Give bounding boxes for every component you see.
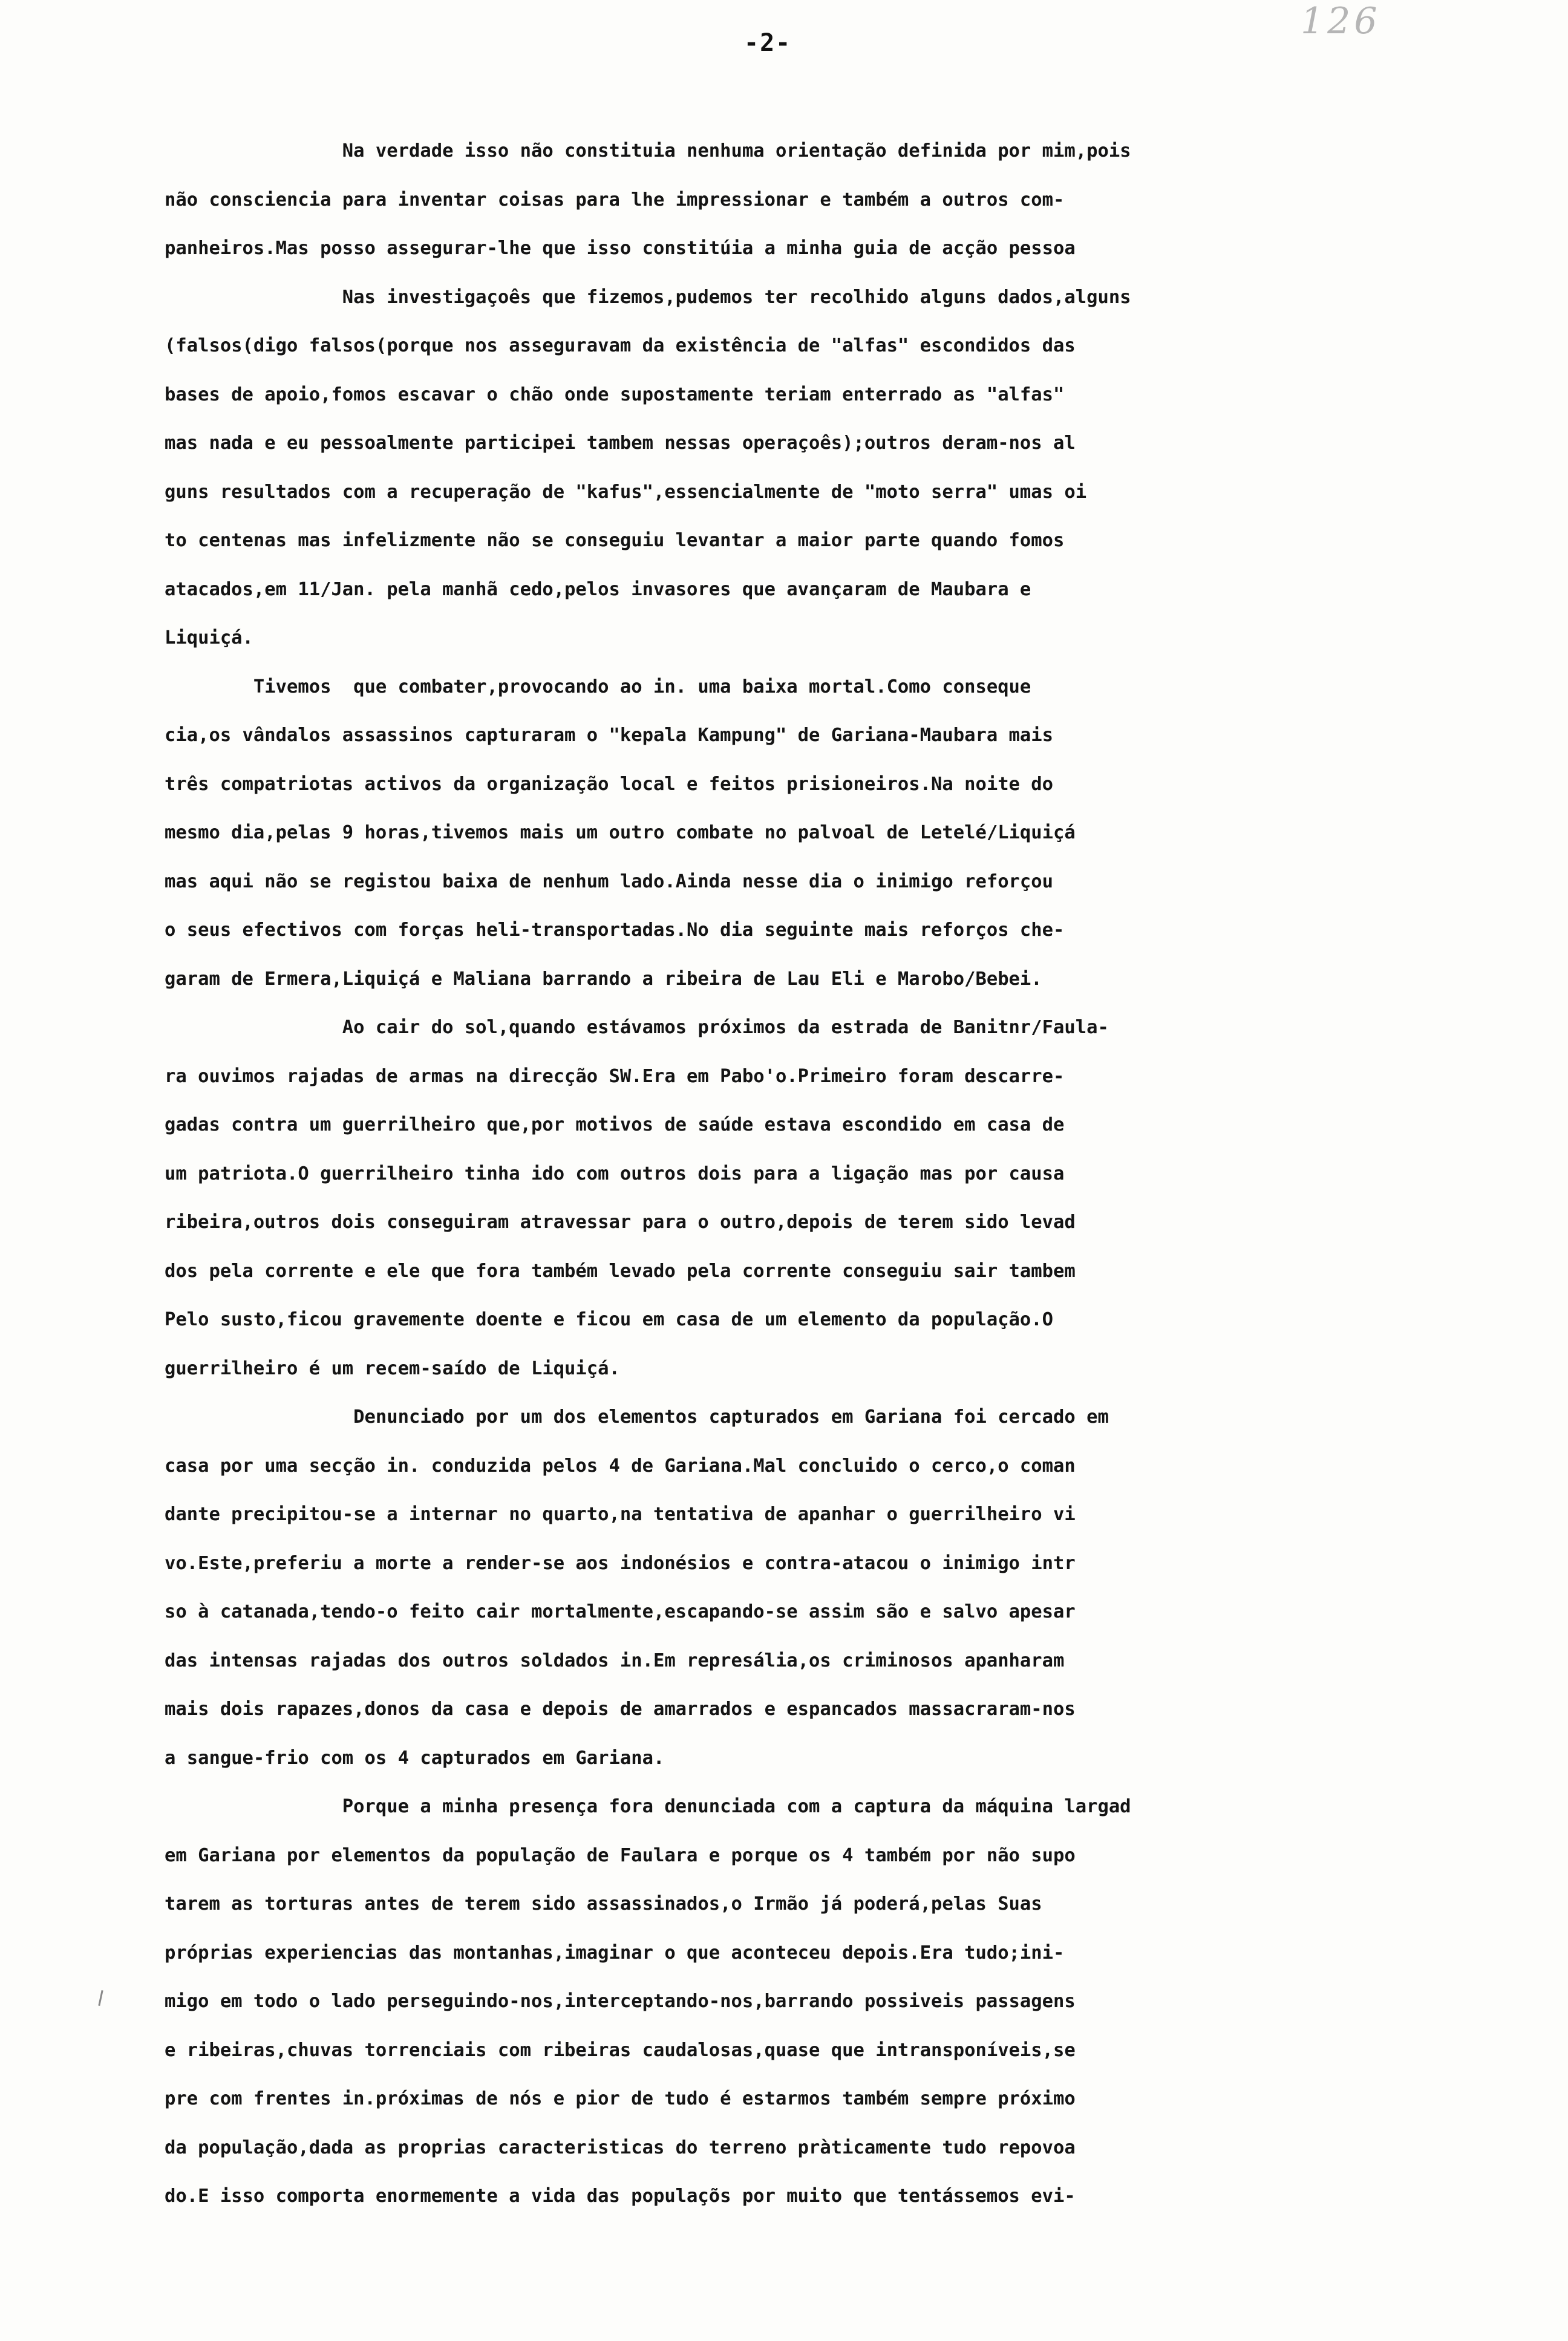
text-line: dante precipitou-se a internar no quarto,na tentativa de apanhar o guerrilheiro vi	[165, 1504, 1076, 1525]
text-line: garam de Ermera,Liquiçá e Maliana barrando a ribeira de Lau Eli e Marobo/Bebei.	[165, 968, 1042, 990]
text-line: mais dois rapazes,donos da casa e depois de amarrados e espancados massacraram-nos	[165, 1699, 1076, 1720]
text-line: dos pela corrente e ele que fora também levado pela corrente conseguiu sair tambem	[165, 1260, 1076, 1282]
text-line: migo em todo o lado perseguindo-nos,interceptando-nos,barrando possiveis passagens	[165, 1991, 1076, 2012]
text-line: tarem as torturas antes de terem sido assassinados,o Irmão já poderá,pelas Suas	[165, 1893, 1042, 1915]
text-line: pre com frentes in.próximas de nós e pior de tudo é estarmos também sempre próximo	[165, 2088, 1076, 2109]
text-line: so à catanada,tendo-o feito cair mortalmente,escapando-se assim são e salvo apesar	[165, 1601, 1076, 1622]
text-line: panheiros.Mas posso assegurar-lhe que isso constitúia a minha guia de acção pessoa	[165, 238, 1076, 259]
text-line: mas aqui não se registou baixa de nenhum lado.Ainda nesse dia o inimigo reforçou	[165, 870, 1054, 892]
archive-mark: 126	[1301, 0, 1381, 42]
text-line: Denunciado por um dos elementos capturados em Gariana foi cercado em	[165, 1406, 1109, 1428]
text-line: próprias experiencias das montanhas,imaginar o que aconteceu depois.Era tudo;ini-	[165, 1942, 1065, 1964]
text-line: das intensas rajadas dos outros soldados in.Em represália,os criminosos apanharam	[165, 1650, 1065, 1671]
text-line: a sangue-frio com os 4 capturados em Gariana.	[165, 1747, 665, 1769]
text-line: casa por uma secção in. conduzida pelos 4 de Gariana.Mal concluido o cerco,o coman	[165, 1455, 1076, 1477]
text-line: Ao cair do sol,quando estávamos próximos da estrada de Banitnr/Faula-	[165, 1017, 1109, 1038]
text-line: ra ouvimos rajadas de armas na direcção SW.Era em Pabo'o.Primeiro foram descarre-	[165, 1065, 1065, 1087]
text-line: não consciencia para inventar coisas para lhe impressionar e também a outros com-	[165, 189, 1065, 211]
text-line: cia,os vândalos assassinos capturaram o "kepala Kampung" de Gariana-Maubara mais	[165, 725, 1054, 746]
stray-pen-mark	[98, 1990, 103, 2006]
text-line: guns resultados com a recuperação de "kafus",essencialmente de "moto serra" umas oi	[165, 481, 1087, 503]
text-line: ribeira,outros dois conseguiram atravessar para o outro,depois de terem sido levad	[165, 1212, 1076, 1233]
text-line: e ribeiras,chuvas torrenciais com ribeiras caudalosas,quase que intransponíveis,se	[165, 2039, 1076, 2061]
text-line: um patriota.O guerrilheiro tinha ido com outros dois para a ligação mas por causa	[165, 1163, 1065, 1184]
text-line: em Gariana por elementos da população de Faulara e porque os 4 também por não supo	[165, 1844, 1076, 1866]
letter-body	[165, 127, 1408, 2221]
text-line: atacados,em 11/Jan. pela manhã cedo,pelos invasores que avançaram de Maubara e	[165, 578, 1031, 600]
text-line: vo.Este,preferiu a morte a render-se aos indonésios e contra-atacou o inimigo intr	[165, 1552, 1076, 1574]
text-line: do.E isso comporta enormemente a vida das populaçõs por muito que tentássemos evi-	[165, 2186, 1076, 2207]
text-line: Nas investigaçoês que fizemos,pudemos ter recolhido alguns dados,alguns	[165, 286, 1131, 308]
text-line: Liquiçá.	[165, 627, 253, 648]
text-line: mas nada e eu pessoalmente participei tambem nessas operaçoês);outros deram-nos al	[165, 433, 1076, 454]
text-line: Porque a minha presença fora denunciada com a captura da máquina largad	[165, 1796, 1131, 1817]
text-line: to centenas mas infelizmente não se conseguiu levantar a maior parte quando fomos	[165, 530, 1065, 551]
text-line: bases de apoio,fomos escavar o chão onde supostamente teriam enterrado as "alfas"	[165, 384, 1065, 405]
text-line: o seus efectivos com forças heli-transportadas.No dia seguinte mais reforços che-	[165, 919, 1065, 941]
text-line: Pelo susto,ficou gravemente doente e ficou em casa de um elemento da população.O	[165, 1309, 1054, 1330]
text-line: da população,dada as proprias caracteristicas do terreno pràticamente tudo repovoa	[165, 2137, 1076, 2158]
text-line: três compatriotas activos da organização local e feitos prisioneiros.Na noite do	[165, 773, 1054, 795]
text-line: Na verdade isso não constituia nenhuma orientação definida por mim,pois	[165, 140, 1131, 162]
text-line: (falsos(digo falsos(porque nos asseguravam da existência de "alfas" escondidos das	[165, 335, 1076, 356]
text-line: guerrilheiro é um recem-saído de Liquiçá.	[165, 1357, 620, 1379]
page-number: -2-	[744, 29, 792, 57]
text-line: Tivemos que combater,provocando ao in. uma baixa mortal.Como conseque	[165, 676, 1031, 697]
text-line: gadas contra um guerrilheiro que,por motivos de saúde estava escondido em casa de	[165, 1114, 1065, 1135]
text-line: mesmo dia,pelas 9 horas,tivemos mais um outro combate no palvoal de Letelé/Liquiçá	[165, 822, 1076, 843]
